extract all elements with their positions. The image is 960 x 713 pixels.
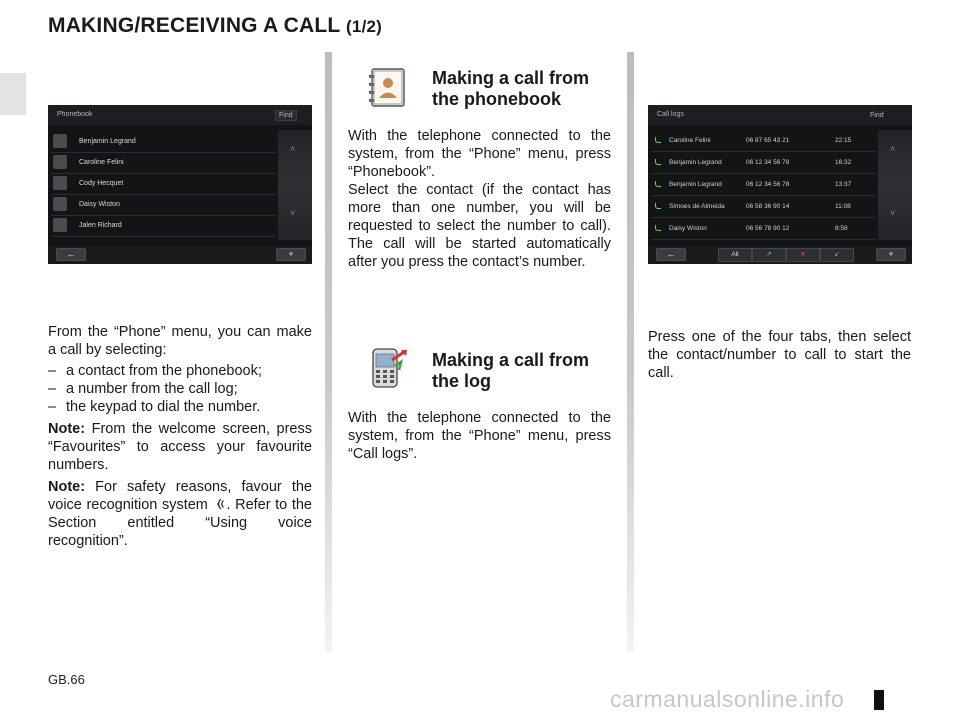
call-log-row[interactable] [651,174,876,196]
column-divider-right [627,52,634,652]
contact-name: Daisy Wiston [79,201,120,208]
find-button[interactable]: Find [870,112,884,119]
phone-icon [655,225,661,231]
phone-icon [655,181,661,187]
page-title-text: MAKING/RECEIVING A CALL [48,14,340,37]
contact-row[interactable] [51,195,276,216]
call-time: 11:08 [835,203,851,210]
caller-name: Daisy Wiston [669,225,707,232]
watermark: carmanualsonline.info [610,686,845,712]
call-log-icon [368,346,410,395]
phonebook-screen [48,105,312,264]
note-voice-recognition: Note: For safety reasons, favour the voice recognition system . Refer to the Section entitled “Using voice recognition”. [48,479,312,549]
caller-number: 06 87 65 43 21 [746,137,790,144]
contact-row[interactable] [51,216,276,237]
scroll-up-icon[interactable]: ˄ [890,144,896,154]
phonebook-text-2: Select the contact (if the contact has more than one number, you will be requested to select the number to call). The call will be started automatically after you press the contact’s number. [348,182,611,270]
tab-all[interactable]: All [718,248,752,262]
call-log-row[interactable] [651,152,876,174]
call-log-row[interactable] [651,130,876,152]
avatar [53,155,67,169]
log-text: With the telephone connected to the system, from the “Phone” menu, press “Call logs”. [348,410,611,462]
heading-phonebook: Making a call from the phonebook [432,68,590,109]
phone-icon [655,203,661,209]
tab-missed[interactable] [786,248,820,262]
options-list [48,362,312,416]
heading-log: Making a call from the log [432,350,590,391]
tab-outgoing[interactable] [752,248,786,262]
call-time: 16:32 [835,159,852,166]
call-time: 13:37 [835,181,852,188]
add-button[interactable]: + [876,248,906,261]
call-log-instructions: Press one of the four tabs, then select the contact/number to call to start the call. [648,329,911,381]
back-button[interactable]: ← [656,248,686,261]
scroll-down-icon[interactable]: ˅ [890,208,896,218]
avatar [53,197,67,211]
caller-name: Simoes de Almeida [669,203,725,210]
contact-row[interactable] [51,132,276,153]
intro-text: From the “Phone” menu, you can make a call by selecting: [48,324,312,358]
contact-name: Jalen Richard [79,222,122,229]
find-button[interactable]: Find [275,110,297,121]
avatar [53,134,67,148]
outgoing-call-icon: ↗ [766,251,772,258]
call-time: 22:15 [835,137,852,144]
call-log-row[interactable] [651,196,876,218]
call-log-footer [648,246,912,264]
missed-call-icon: ✕ [800,251,806,258]
page-title [48,14,382,38]
caller-name: Caroline Felini [669,137,711,144]
contact-name: Cody Hecquet [79,180,124,187]
phonebook-icon [366,66,408,113]
contact-name: Benjamin Legrand [79,138,136,145]
page-edge-marker [874,690,884,710]
column-divider-left [325,52,332,652]
caller-number: 06 12 34 56 78 [746,159,790,166]
list-item: – a contact from the phonebook; [48,363,262,379]
caller-name: Benjamin Legrand [669,181,722,188]
back-button[interactable]: ← [56,248,86,261]
scrollbar[interactable] [278,130,312,240]
call-log-screen [648,105,912,264]
avatar [53,218,67,232]
page-number: GB.66 [48,672,85,687]
section-tab [0,73,26,115]
phonebook-text-1: With the telephone connected to the system, from the “Phone” menu, press “Phonebook”. [348,128,611,180]
call-time: 8:58 [835,225,848,232]
caller-number: 06 58 36 90 14 [746,203,790,210]
caller-name: Benjamin Legrand [669,159,722,166]
contact-name: Caroline Felini [79,159,124,166]
contact-row[interactable] [51,153,276,174]
contact-row[interactable] [51,174,276,195]
list-item: – the keypad to dial the number. [48,399,261,415]
note-favourites: Note: From the welcome screen, press “Favourites” to access your favourite numbers. [48,421,312,473]
page-title-part: (1/2) [346,17,383,36]
phonebook-footer [48,246,312,264]
tab-incoming[interactable] [820,248,854,262]
phone-icon [655,137,661,143]
caller-number: 06 12 34 56 78 [746,181,790,188]
scrollbar[interactable] [878,130,912,240]
caller-number: 06 56 78 90 12 [746,225,790,232]
scroll-down-icon[interactable]: ˅ [290,208,296,218]
call-log-title: Call logs [657,111,684,118]
phonebook-title: Phonebook [57,111,93,118]
list-item: – a number from the call log; [48,381,238,397]
incoming-call-icon: ↙ [834,251,840,258]
add-button[interactable]: + [276,248,306,261]
scroll-up-icon[interactable]: ˄ [290,144,296,154]
voice-recognition-icon [212,497,226,511]
avatar [53,176,67,190]
phone-icon [655,159,661,165]
call-log-row[interactable] [651,218,876,240]
